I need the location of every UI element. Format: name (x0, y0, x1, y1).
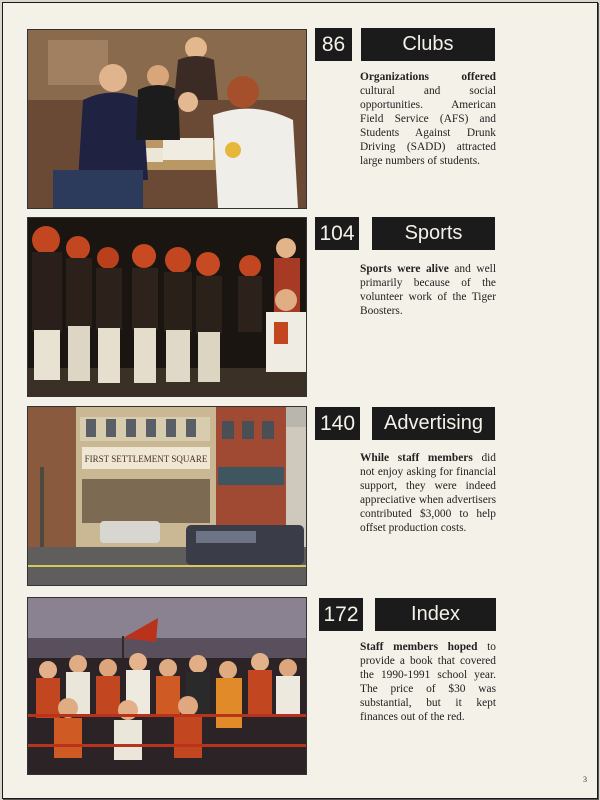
blurb-lead: While staff members (360, 452, 473, 464)
blurb-text: to provide a book that covered the 1990-1991 school year. The price of $30 was substantial, but it kept finances out of the red. (360, 641, 496, 723)
photo-sports (27, 217, 307, 397)
blurb-sports (360, 262, 496, 318)
page-ref-index: 172 (319, 598, 363, 631)
section-title-clubs: Clubs (361, 28, 495, 61)
cheering-crowd-photo (28, 598, 306, 774)
page-number: 3 (583, 775, 587, 784)
blurb-lead: Sports were alive (360, 263, 449, 275)
yearbook-page (2, 2, 598, 799)
blurb-advertising (360, 451, 496, 535)
football-team-photo (28, 218, 306, 396)
photo-clubs (27, 29, 307, 209)
section-title-advertising: Advertising (372, 407, 495, 440)
page-ref-advertising: 140 (315, 407, 360, 440)
blurb-text: cultural and social opportunities. American Field Service (AFS) and Students Against Drunk Driving (SADD) attracted large numbers of students. (360, 85, 496, 167)
blurb-lead: Organizations offered (360, 71, 496, 83)
store-sign: FIRST SETTLEMENT SQUARE (84, 454, 208, 464)
blurb-clubs (360, 70, 496, 168)
club-meeting-photo (28, 30, 306, 208)
blurb-index (360, 640, 496, 724)
page-ref-sports: 104 (315, 217, 359, 250)
main-street-photo (28, 407, 306, 585)
photo-index (27, 597, 307, 775)
photo-advertising (27, 406, 307, 586)
blurb-lead: Staff members hoped (360, 641, 478, 653)
page-ref-clubs: 86 (315, 28, 352, 61)
section-title-sports: Sports (372, 217, 495, 250)
blurb-text: and well primarily because of the volunteer work of the Tiger Boosters. (360, 263, 496, 317)
section-title-index: Index (375, 598, 496, 631)
blurb-text: did not enjoy asking for financial support, they were indeed appreciative when advertisers contributed $3,000 to help offset production costs. (360, 452, 496, 534)
